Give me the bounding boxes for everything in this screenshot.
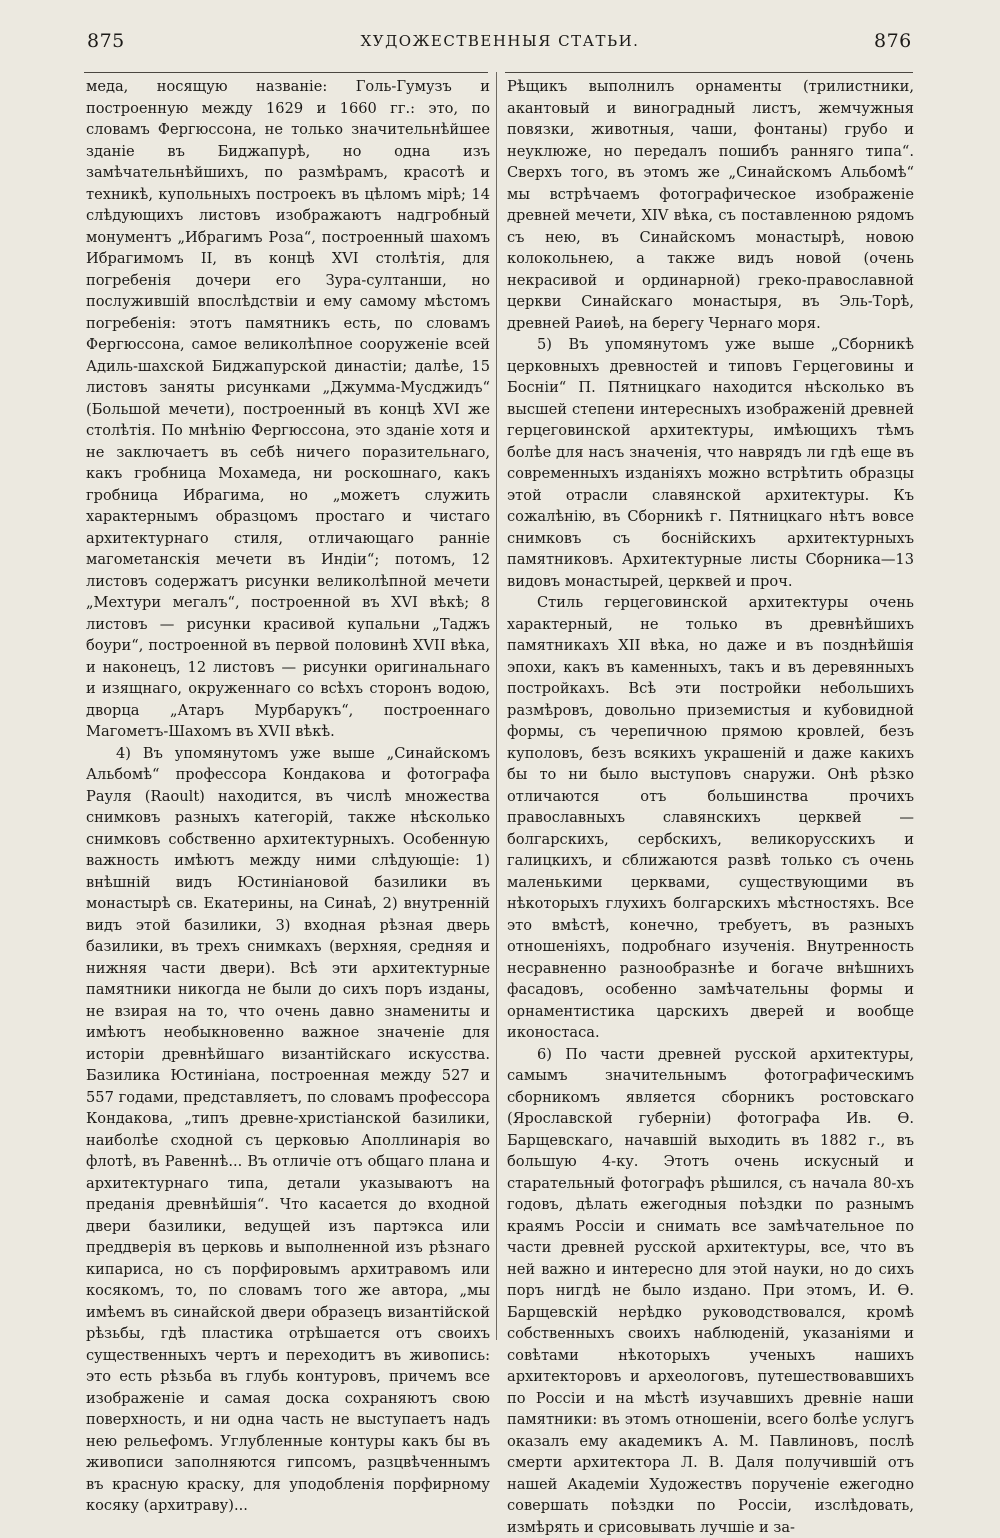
paragraph: Рѣщикъ выполнилъ орнаменты (трилистники, акантовый и виноградный листъ, жемчужныя повязки, животныя, чаши, фонтаны) грубо и неуклюже, но передалъ пошибъ ранняго типа“. Сверхъ того, въ этомъ же „Синайскомъ Альбомѣ“ мы встрѣчаемъ фотографическое изображеніе древней мечети, XIV вѣка, съ поставленною рядомъ съ нею, въ Синайскомъ монастырѣ, новою колокольнею, а также видъ новой (очень некрасивой и ординарной) греко-православной церкви Синайскаго монастыря, въ Эль-Торѣ, древней Раиѳѣ, на берегу Чернаго моря. <box>507 76 914 334</box>
paragraph: меда, носящую названіе: Голь-Гумузъ и построенную между 1629 и 1660 гг.: это, по словамъ Фергюссона, не только значительнѣйшее зданіе въ Биджапурѣ, но одна изъ замѣчательнѣйшихъ, по размѣрамъ, красотѣ и техникѣ, купольныхъ построекъ въ цѣломъ мірѣ; 14 слѣдующихъ листовъ изображаютъ надгробный монументъ „Ибрагимъ Роза“, построенный шахомъ Ибрагимомъ II, въ концѣ XVI столѣтія, для погребенія дочери его Зура-султанши, но послужившій впослѣдствіи и ему самому мѣстомъ погребенія: этотъ памятникъ есть, по словамъ Фергюссона, самое великолѣпное сооруженіе всей Адиль-шахской Биджапурской династіи; далѣе, 15 листовъ заняты рисунками „Джумма-Мусджидъ“ (Большой мечети), построенный въ концѣ XVI же столѣтія. По мнѣнію Фергюссона, это зданіе хотя и не заключаетъ въ себѣ ничего поразительнаго, какъ гробница Мохамеда, ни роскошнаго, какъ гробница Ибрагима, но „можетъ служить характернымъ образцомъ простаго и чистаго архитектурнаго стиля, отличающаго ранніе магометанскія мечети въ Индіи“; потомъ, 12 листовъ содержатъ рисунки великолѣпной мечети „Мехтури мегалъ“, построенной въ XVI вѣкѣ; 8 листовъ — рисунки красивой купальни „Таджъ боури“, построенной въ первой половинѣ XVII вѣка, и наконецъ, 12 листовъ — рисунки оригинальнаго и изящнаго, окруженнаго со всѣхъ сторонъ водою, дворца „Атаръ Мурбарукъ“, построеннаго Магометъ-Шахомъ въ XVII вѣкѣ. <box>86 76 490 743</box>
paragraph: 6) По части древней русской архитектуры, самымъ значительнымъ фотографическимъ сборникомъ является сборникъ ростовскаго (Ярославской губерніи) фотографа Ив. Ѳ. Барщевскаго, начавшій выходить въ 1882 г., въ большую 4-ку. Этотъ очень искусный и старательный фотографъ рѣшился, съ начала 80-хъ годовъ, дѣлать ежегодныя поѣздки по разнымъ краямъ Россіи и снимать все замѣчательное по части древней русской архитектуры, все, что въ ней важно и интересно для этой науки, но до сихъ поръ нигдѣ не было издано. При этомъ, И. Ѳ. Барщевскій нерѣдко руководствовался, кромѣ собственныхъ своихъ наблюденій, указаніями и совѣтами нѣкоторыхъ ученыхъ нашихъ архитекторовъ и археологовъ, путешествовавшихъ по Россіи и на мѣстѣ изучавшихъ древніе наши памятники: въ этомъ отношеніи, всего болѣе услугъ оказалъ ему академикъ А. М. Павлиновъ, послѣ смерти архитектора Л. В. Даля получившій отъ нашей Академіи Художествъ порученіе ежегодно совершать поѣздки по Россіи, изслѣдовать, измѣрять и срисовывать лучшіе и за- <box>507 1044 914 1538</box>
column-divider <box>496 72 497 1340</box>
left-column <box>86 76 490 1517</box>
page-header <box>0 22 1000 62</box>
paragraph: 4) Въ упомянутомъ уже выше „Синайскомъ Альбомѣ“ профессора Кондакова и фотографа Рауля (Raoult) находится, въ числѣ множества снимковъ разныхъ категорій, также нѣсколько снимковъ собственно архитектурныхъ. Особенную важность имѣютъ между ними слѣдующіе: 1) внѣшній видъ Юстиніановой базилики въ монастырѣ св. Екатерины, на Синаѣ, 2) внутренній видъ этой базилики, 3) входная рѣзная дверь базилики, въ трехъ снимкахъ (верхняя, средняя и нижняя части двери). Всѣ эти архитектурные памятники никогда не были до сихъ поръ изданы, не взирая на то, что очень давно знамениты и имѣютъ необыкновенно важное значеніе для исторіи древнѣйшаго византійскаго искусства. Базилика Юстиніана, построенная между 527 и 557 годами, представляетъ, по словамъ профессора Кондакова, „типъ древне-христіанской базилики, наиболѣе сходной съ церковью Аполлинарія во флотѣ, въ Равеннѣ... Въ отличіе отъ общаго плана и архитектурнаго типа, детали указываютъ на преданія древнѣйшія“. Что касается до входной двери базилики, ведущей изъ партэкса или преддверія въ церковь и выполненной изъ рѣзнаго кипариса, но съ порфировымъ архитравомъ или косякомъ, то, по словамъ того же автора, „мы имѣемъ въ синайской двери образецъ византійской рѣзьбы, гдѣ пластика отрѣшается отъ своихъ существенныхъ чертъ и переходитъ въ живопись: это есть рѣзьба въ глубь контуровъ, причемъ все изображеніе и самая доска сохраняютъ свою поверхность, и ни одна часть не выступаетъ надъ нею рельефомъ. Углубленные контуры какъ бы въ живописи заполняются гипсомъ, разцвѣченнымъ въ красную краску, для уподобленія порфирному косяку (архитраву)... <box>86 743 490 1517</box>
page-number-left: 875 <box>87 30 125 52</box>
header-rule-right <box>505 72 913 73</box>
running-title: ХУДОЖЕСТВЕННЫЯ СТАТЬИ. <box>0 32 1000 50</box>
right-column <box>507 76 914 1538</box>
page-number-right: 876 <box>874 30 912 52</box>
header-rule-left <box>84 72 488 73</box>
paragraph: Стиль герцеговинской архитектуры очень характерный, не только въ древнѣйшихъ памятникахъ XII вѣка, но даже и въ позднѣйшія эпохи, какъ въ каменныхъ, такъ и въ деревянныхъ постройкахъ. Всѣ эти постройки небольшихъ размѣровъ, довольно приземистыя и кубовидной формы, съ черепичною прямою кровлей, безъ куполовъ, безъ всякихъ украшеній и даже какихъ бы то ни было выступовъ снаружи. Онѣ рѣзко отличаются отъ большинства прочихъ православныхъ славянскихъ церквей — болгарскихъ, сербскихъ, великорусскихъ и галицкихъ, и сближаются развѣ только съ очень маленькими церквами, существующими въ нѣкоторыхъ глухихъ болгарскихъ мѣстностяхъ. Все это вмѣстѣ, конечно, требуетъ, въ разныхъ отношеніяхъ, подробнаго изученія. Внутренность несравненно разнообразнѣе и богаче внѣшнихъ фасадовъ, особенно замѣчательны формы и орнаментистика царскихъ дверей и вообще иконостаса. <box>507 592 914 1044</box>
paragraph: 5) Въ упомянутомъ уже выше „Сборникѣ церковныхъ древностей и типовъ Герцеговины и Босніи“ П. Пятницкаго находится нѣсколько въ высшей степени интересныхъ изображеній древней герцеговинской архитектуры, имѣющихъ тѣмъ болѣе для насъ значенія, что наврядъ ли гдѣ еще въ современныхъ изданіяхъ можно встрѣтить образцы этой отрасли славянской архитектуры. Къ сожалѣнію, въ Сборникѣ г. Пятницкаго нѣтъ вовсе снимковъ съ боснійскихъ архитектурныхъ памятниковъ. Архитектурные листы Сборника—13 видовъ монастырей, церквей и проч. <box>507 334 914 592</box>
